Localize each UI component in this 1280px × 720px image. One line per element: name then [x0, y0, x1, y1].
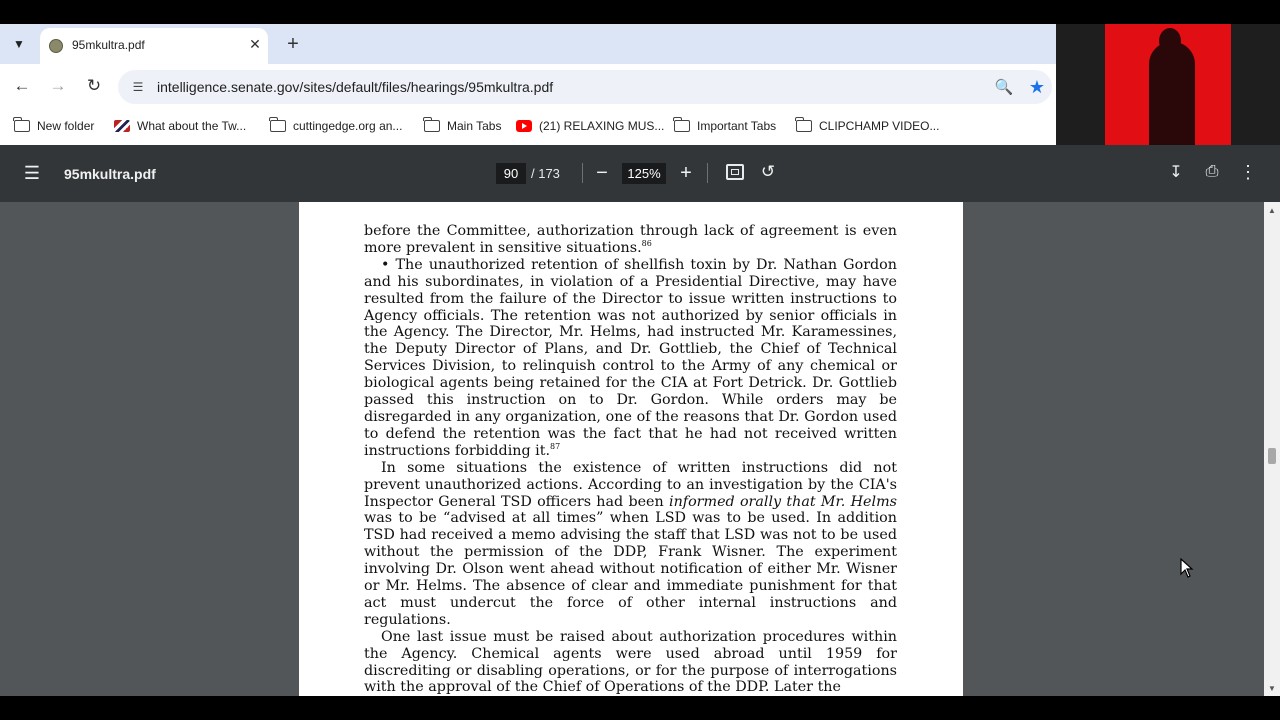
close-tab-icon[interactable]: ✕ — [249, 35, 261, 52]
zoom-out-minus-icon[interactable]: − — [596, 161, 608, 184]
zoom-magnifier-icon[interactable]: 🔍 — [994, 79, 1014, 96]
navigation-row — [0, 64, 1056, 108]
folder-icon — [270, 120, 286, 132]
bookmark-label: What about the Tw... — [137, 119, 247, 133]
folder-icon — [14, 120, 30, 132]
pdf-viewer-area[interactable] — [0, 202, 1264, 696]
bookmark-main-tabs[interactable] — [424, 117, 501, 135]
tab-title: 95mkultra.pdf — [72, 38, 145, 52]
youtube-icon — [516, 120, 532, 132]
bookmark-label: CLIPCHAMP VIDEO... — [819, 119, 940, 133]
download-icon[interactable]: ↧ — [1169, 164, 1183, 181]
page-number-input[interactable]: 90 — [496, 163, 526, 184]
vertical-scrollbar[interactable] — [1264, 202, 1280, 696]
folder-icon — [424, 120, 440, 132]
back-arrow-icon[interactable]: ← — [13, 76, 31, 95]
paragraph — [364, 257, 897, 460]
person-silhouette — [1149, 42, 1195, 145]
bookmark-important-tabs[interactable] — [674, 117, 776, 135]
reload-icon[interactable]: ↻ — [86, 76, 102, 95]
folder-icon — [796, 120, 812, 132]
bookmark-label: Main Tabs — [447, 119, 502, 133]
scroll-thumb[interactable] — [1268, 448, 1276, 464]
footnote-ref: 87 — [550, 442, 561, 452]
zoom-level-input[interactable]: 125% — [622, 163, 666, 184]
emphasized-text: informed orally that Mr. Helms — [669, 493, 897, 510]
pdf-page[interactable] — [299, 202, 963, 696]
bookmark-cuttingedge[interactable] — [270, 117, 402, 135]
tab-strip — [0, 24, 1056, 64]
folder-icon — [674, 120, 690, 132]
paragraph — [364, 629, 897, 696]
mouse-cursor-icon — [1180, 558, 1194, 578]
paragraph-text: In some situations the existence of written instructions did not prevent unauthorized actions. According to an investigation by the CIA's Inspector General TSD officers had been — [364, 459, 897, 510]
pdf-title: 95mkultra.pdf — [64, 166, 156, 182]
tab-search-chevron-icon[interactable]: ▼ — [13, 37, 25, 51]
address-bar[interactable] — [118, 70, 1052, 104]
hamburger-menu-icon[interactable]: ☰ — [23, 162, 41, 183]
scroll-down-arrow-icon[interactable]: ▼ — [1268, 683, 1276, 693]
screen-bottom-border — [0, 696, 1280, 720]
webcam-feed — [1105, 24, 1231, 145]
bookmark-label: (21) RELAXING MUS... — [539, 119, 665, 133]
paragraph — [364, 223, 897, 257]
paragraph-text: was to be “advised at all times” when LSD was to be used. In addition TSD had received a memo advising the staff that LSD was not to be used without the permission of the DDP, Frank Wisner. The experiment involving Dr. Olson went ahead without notification of either Mr. Wisner or Mr. Helms. The absence of clear and immediate punishment for that act must undercut the force of other internal instructions and regulations. — [364, 510, 897, 628]
screen-top-border — [0, 0, 1280, 24]
zoom-in-plus-icon[interactable]: + — [680, 161, 692, 184]
more-options-vertical-dots-icon[interactable]: ⋮ — [1239, 161, 1257, 182]
page-total: / 173 — [531, 166, 560, 181]
bookmarks-bar — [0, 108, 1056, 145]
new-tab-plus-icon[interactable]: + — [287, 32, 299, 55]
bookmark-label: New folder — [37, 119, 95, 133]
scroll-up-arrow-icon[interactable]: ▲ — [1268, 205, 1276, 215]
bookmark-star-icon[interactable]: ★ — [1028, 76, 1046, 97]
flag-icon — [114, 120, 130, 132]
webcam-overlay — [1056, 24, 1280, 145]
bookmark-what-about[interactable] — [114, 117, 246, 135]
bookmark-new-folder[interactable] — [14, 117, 94, 135]
toolbar-divider — [582, 163, 583, 183]
bookmark-label: Important Tabs — [697, 119, 777, 133]
bookmark-relaxing-music[interactable] — [516, 117, 664, 135]
toolbar-divider — [707, 163, 708, 183]
paragraph — [364, 460, 897, 629]
fit-to-page-icon[interactable] — [726, 164, 744, 180]
paragraph-text: before the Committee, authorization through lack of agreement is even more prevalent in sensitive situations. — [364, 223, 897, 256]
paragraph-text: One last issue must be raised about authorization procedures within the Agency. Chemical agents were used abroad until 1959 for discrediting or disabling operations, or for the purpose of interrogations with the approval of the Chief of Operations of the DDP. Later the — [364, 628, 897, 696]
senate-seal-favicon-icon — [49, 39, 63, 53]
print-icon[interactable]: ⎙ — [1205, 163, 1219, 180]
page-body-text — [364, 223, 897, 696]
rotate-counterclockwise-icon[interactable]: ↺ — [760, 162, 776, 181]
browser-chrome — [0, 24, 1056, 145]
paragraph-text: • The unauthorized retention of shellfish toxin by Dr. Nathan Gordon and his subordinates, in violation of a Presidential Directive, may have resulted from the failure of the Director to issue written instructions to Agency officials. The retention was not authorized by senior officials in the Agency. The Director, Mr. Helms, had instructed Mr. Karamessines, the Deputy Director of Plans, and Dr. Gottlieb, the Chief of Technical Services Division, to relinquish control to the Army of any chemical or biological agents being retained for the CIA at Fort Detrick. Dr. Gottlieb passed this instruction on to Dr. Gordon. While orders may be disregarded in any organization, one of the reasons that Dr. Gordon used to defend the retention was the fact that he had not received written instructions forbidding it. — [364, 256, 897, 459]
url-text[interactable]: intelligence.senate.gov/sites/default/files/hearings/95mkultra.pdf — [157, 79, 554, 95]
active-tab[interactable] — [40, 28, 268, 64]
bookmark-label: cuttingedge.org an... — [293, 119, 403, 133]
bookmark-clipchamp[interactable] — [796, 117, 939, 135]
pdf-toolbar — [0, 145, 1280, 202]
forward-arrow-icon[interactable]: → — [49, 76, 67, 95]
site-info-tune-icon[interactable]: ☰ — [132, 80, 144, 94]
footnote-ref: 86 — [641, 239, 652, 249]
